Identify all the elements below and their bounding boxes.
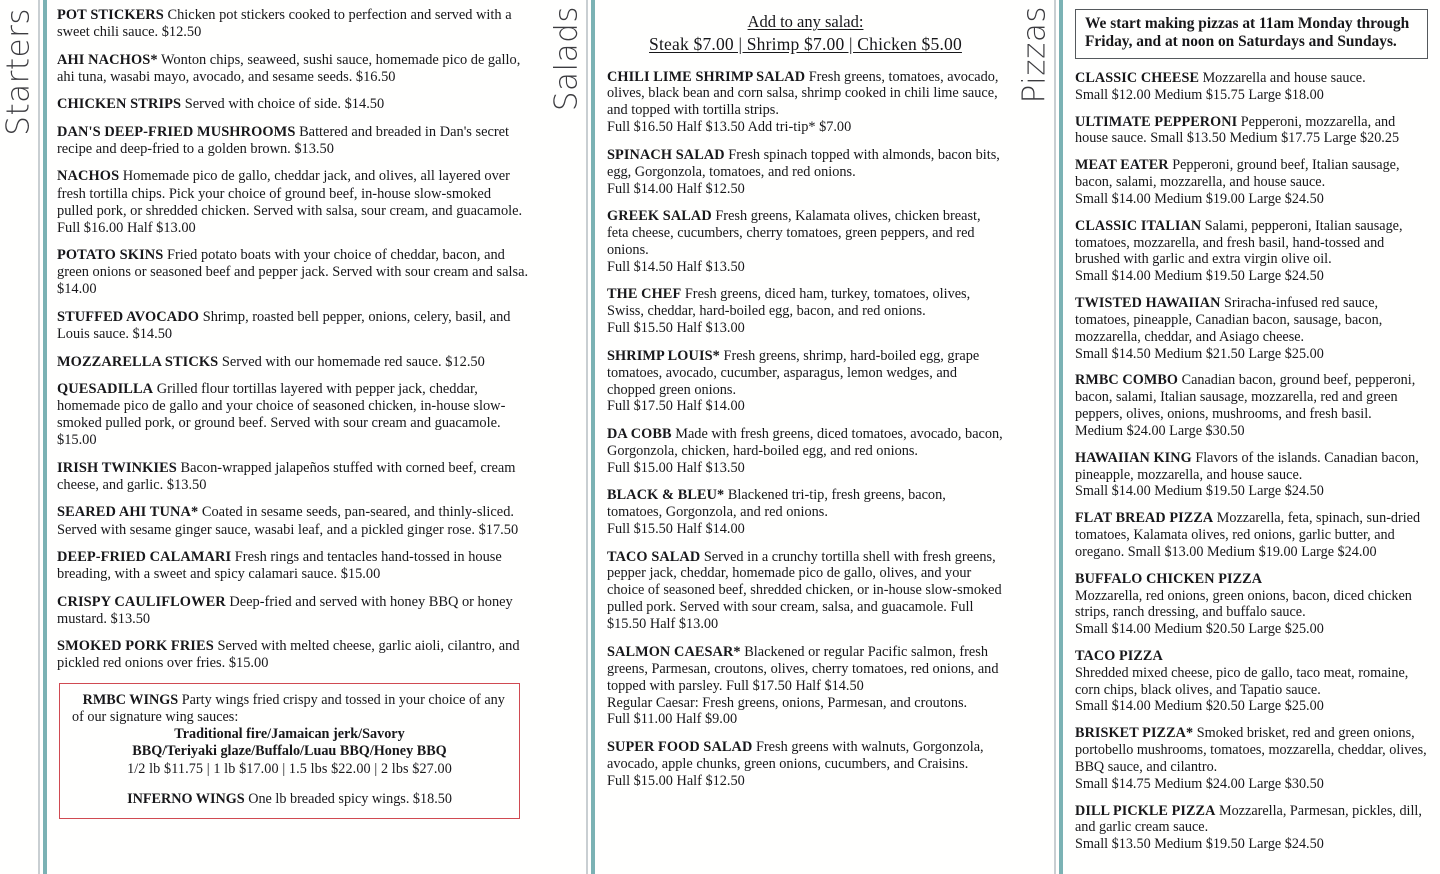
menu-item-description: Served with our homemade red sauce. $12.50: [221, 353, 485, 370]
menu-item: [57, 354, 530, 371]
menu-item-name: CLASSIC CHEESE: [1075, 69, 1200, 86]
menu-item-description: Fresh greens, tomatoes, avocado, olives, black bean and corn salsa, shrimp cooked in chili lime sauce, and topped with tortilla strips.: [607, 68, 999, 119]
menu-item-name: IRISH TWINKIES: [57, 459, 177, 476]
wings-weight-prices: 1/2 lb $11.75 | 1 lb $17.00 | 1.5 lbs $22.00 | 2 lbs $27.00: [127, 761, 452, 778]
menu-item-price: Small $14.00 Medium $20.50 Large $25.00: [1075, 621, 1324, 638]
menu-item-description: Served in a crunchy tortilla shell with fresh greens, pepper jack, cheddar, homemade pico de gallo, olives, and your choice of seasoned beef, shredded chicken, or in-house slow-smoked pulled pork. Served with sour cream, salsa, and guacamole. Full $15.50 Half $13.00: [607, 548, 1002, 633]
wings-lead-line: [72, 692, 507, 726]
column-divider-pizzas: [1054, 0, 1063, 874]
menu-item-description: Shredded mixed cheese, pico de gallo, taco meat, romaine, corn chips, black olives, and Tapatio sauce.: [1075, 664, 1409, 698]
menu-item: [1075, 114, 1430, 148]
column-divider-starters: [38, 0, 47, 874]
menu-item-price: Small $14.00 Medium $19.00 Large $24.50: [1075, 190, 1324, 207]
menu-item-name: CRISPY CAULIFLOWER: [57, 593, 226, 610]
menu-item-description: Canadian bacon, ground beef, pepperoni, bacon, salami, Italian sausage, mozzarella, red and green peppers, olives, onions, mushrooms, and fresh basil.: [1075, 372, 1416, 423]
salad-addons-header: [607, 11, 1004, 56]
column-divider-salads: [586, 0, 595, 874]
menu-item-price: Full $17.50 Half $14.00: [607, 398, 745, 415]
menu-item: [607, 69, 1004, 137]
menu-item-description: Blackened tri-tip, fresh greens, bacon, tomatoes, Gorgonzola, and red onions.: [607, 487, 946, 521]
menu-item-description: Mozzarella and house sauce.: [1202, 69, 1366, 86]
menu-item-description: Mozzarella, feta, spinach, sun-dried tomatoes, Kalamata olives, red onions, garlic butter, and oregano. Small $13.00 Medium $19.00 Large $24.00: [1075, 510, 1421, 560]
menu-item: [607, 644, 1004, 729]
menu-item-name: CLASSIC ITALIAN: [1075, 217, 1202, 234]
menu-item-name: MEAT EATER: [1075, 157, 1169, 174]
menu-item-price: Small $14.00 Medium $19.50 Large $24.50: [1075, 483, 1324, 500]
menu-item-description: Blackened or regular Pacific salmon, fresh greens, Parmesan, croutons, olives, cherry tomatoes, red onions, and topped with parsley. Full $17.50 Half $14.50: [607, 643, 999, 694]
menu-item-name: TACO SALAD: [607, 548, 701, 565]
menu-item-name: DEEP-FRIED CALAMARI: [57, 549, 232, 566]
section-tab-label-pizzas: Pizzas: [1016, 6, 1053, 104]
menu-item-description: Pepperoni, ground beef, Italian sausage, bacon, salami, mozzarella, and house sauce.: [1075, 157, 1400, 191]
menu-item-description: Fresh greens, Kalamata olives, chicken breast, feta cheese, cucumbers, cherry tomatoes, green peppers, and red onions.: [607, 208, 981, 258]
menu-item-description: Shrimp, roasted bell pepper, onions, celery, basil, and Louis sauce. $14.50: [57, 308, 511, 342]
menu-item-description: Fresh greens with walnuts, Gorgonzola, avocado, apple chunks, green onions, cucumbers, and Craisins.: [607, 738, 984, 772]
menu-item-name: CHICKEN STRIPS: [57, 96, 182, 113]
menu-item: [57, 638, 530, 672]
menu-item: [607, 549, 1004, 634]
menu-item-description: Made with fresh greens, diced tomatoes, avocado, bacon, Gorgonzola, chicken, hard-boiled egg, and red onions.: [607, 425, 1003, 459]
menu-item-name: BRISKET PIZZA*: [1075, 725, 1194, 742]
starters-items-list: [47, 0, 548, 874]
section-tab-salads: [548, 0, 586, 874]
section-tab-label-starters: Starters: [0, 8, 37, 136]
menu-item-price: Small $14.00 Medium $19.50 Large $24.50: [1075, 268, 1324, 285]
menu-item-name: HAWAIIAN KING: [1075, 449, 1192, 466]
menu-item-description: Salami, pepperoni, Italian sausage, tomatoes, mozzarella, and fresh basil, hand-tossed and brushed with garlic and extra virgin olive oil.: [1075, 217, 1403, 268]
menu-item-price: Small $14.00 Medium $20.50 Large $25.00: [1075, 698, 1324, 715]
menu-item-description: Flavors of the islands. Canadian bacon, pineapple, mozzarella, and house sauce.: [1075, 449, 1419, 483]
section-pizzas: [1016, 0, 1440, 874]
wings-sauces-line-2: BBQ/Teriyaki glaze/Buffalo/Luau BBQ/Honey BBQ: [132, 743, 447, 760]
menu-item-name: GREEK SALAD: [607, 208, 712, 225]
menu-item-price: Small $12.00 Medium $15.75 Large $18.00: [1075, 86, 1324, 103]
menu-item-description: Fresh greens, shrimp, hard-boiled egg, grape tomatoes, avocado, cucumber, asparagus, lemon wedges, and chopped green onions.: [607, 347, 980, 398]
menu-item-description: Smoked brisket, red and green onions, portobello mushrooms, tomatoes, mozzarella, cheddar, olives, BBQ sauce, and cilantro.: [1075, 725, 1427, 775]
menu-item: [1075, 157, 1430, 207]
menu-item-price: Regular Caesar: Fresh greens, onions, Parmesan, and croutons.: [607, 694, 968, 711]
menu-item-price: Full $14.00 Half $12.50: [607, 180, 745, 197]
menu-item-name: MOZZARELLA STICKS: [57, 353, 219, 370]
menu-item: [607, 487, 1004, 538]
menu-item: [57, 549, 530, 583]
section-salads: [548, 0, 1016, 874]
menu-item-price: Full $15.00 Half $13.50: [607, 459, 745, 476]
menu-item-description: Served with melted cheese, garlic aioli, cilantro, and pickled red onions over fries. $15.00: [57, 638, 520, 672]
menu-item-price: Full $11.00 Half $9.00: [607, 711, 738, 728]
section-tab-starters: [0, 0, 38, 874]
menu-item-description: Chicken pot stickers cooked to perfection and served with a sweet chili sauce. $12.50: [57, 7, 512, 41]
menu-item-price: Small $14.50 Medium $21.50 Large $25.00: [1075, 345, 1324, 362]
menu-item: [1075, 725, 1430, 792]
menu-item-description: Fresh rings and tentacles hand-tossed in house breading, with a sweet and spicy calamari sauce. $15.00: [57, 549, 502, 583]
menu-item: [607, 426, 1004, 477]
menu-item-name: TACO PIZZA: [1075, 647, 1163, 664]
rmbc-wings-box: [59, 683, 520, 819]
menu-item: [607, 739, 1004, 790]
section-starters: [0, 0, 548, 874]
wings-sauces-line-1: Traditional fire/Jamaican jerk/Savory: [174, 726, 405, 742]
menu-item-name: SHRIMP LOUIS*: [607, 347, 720, 364]
menu-item: [57, 124, 530, 158]
menu-item-price: Full $15.00 Half $12.50: [607, 772, 745, 789]
inferno-wings-desc: One lb breaded spicy wings. $18.50: [248, 791, 452, 808]
menu-item-description: Wonton chips, seaweed, sushi sauce, homemade pico de gallo, ahi tuna, wasabi mayo, avocado, and sesame seeds. $16.50: [57, 51, 521, 85]
menu-item: [607, 286, 1004, 337]
menu-item: [1075, 510, 1430, 560]
menu-item: [57, 168, 530, 236]
menu-item-name: DILL PICKLE PIZZA: [1075, 802, 1216, 819]
menu-item-name: DA COBB: [607, 425, 672, 442]
menu-item: [57, 52, 530, 86]
menu-item-description: Fresh spinach topped with almonds, bacon bits, egg, Gorgonzola, tomatoes, and red onions.: [607, 146, 1000, 180]
menu-item-description: Served with choice of side. $14.50: [184, 96, 385, 113]
salad-addons-prices: Steak $7.00 | Shrimp $7.00 | Chicken $5.00: [649, 34, 962, 55]
menu-item-description: Homemade pico de gallo, cheddar jack, and olives, all layered over fresh tortilla chips. Pick your choice of ground beef, in-house slow-smoked pulled pork, or shredded chicken. Served with salsa, sour cream, and guacamole. Full $16.00 Half $13.00: [57, 168, 523, 236]
menu-item-name: SPINACH SALAD: [607, 146, 725, 163]
menu-item-name: BLACK & BLEU*: [607, 487, 725, 504]
menu-item: [1075, 571, 1430, 638]
menu-item-price: Full $15.50 Half $13.00: [607, 320, 745, 337]
menu-item-description: Deep-fried and served with honey BBQ or honey mustard. $13.50: [57, 593, 513, 627]
menu-item: [1075, 218, 1430, 285]
wings-lead-text: Party wings fried crispy and tossed in your choice of any of our signature wing sauces:: [72, 691, 505, 725]
menu-item-price: Medium $24.00 Large $30.50: [1075, 422, 1245, 439]
menu-item-name: NACHOS: [57, 168, 120, 185]
menu-item: [1075, 372, 1430, 439]
menu-item-description: Coated in sesame seeds, pan-seared, and thinly-sliced. Served with sesame ginger sauce, wasabi leaf, and a pickled ginger rose. $17.50: [57, 504, 519, 538]
menu-item-description: Grilled flour tortillas layered with pepper jack, cheddar, homemade pico de gallo and your choice of seasoned chicken, in-house slow-smoked pulled pork, or ground beef. Served with sour cream and guacamole. $15.00: [57, 381, 506, 449]
menu-item: [1075, 803, 1430, 853]
menu-item-description: Bacon-wrapped jalapeños stuffed with corned beef, cream cheese, and garlic. $13.50: [57, 459, 516, 493]
menu-item-name: SUPER FOOD SALAD: [607, 738, 753, 755]
menu-item-name: RMBC COMBO: [1075, 372, 1179, 389]
menu-item: [1075, 648, 1430, 715]
menu-item: [1075, 70, 1430, 104]
menu-item-price: Small $14.75 Medium $24.00 Large $30.50: [1075, 775, 1324, 792]
menu-item-price: Full $15.50 Half $14.00: [607, 521, 745, 538]
menu-item-description: Sriracha-infused red sauce, tomatoes, pineapple, Canadian bacon, sausage, bacon, mozzarella, cheddar, and Asiago cheese.: [1075, 295, 1383, 345]
menu-item-name: SMOKED PORK FRIES: [57, 638, 214, 655]
menu-item-name: SALMON CAESAR*: [607, 643, 741, 660]
salad-addons-title: Add to any salad:: [747, 12, 864, 31]
menu-item: [57, 594, 530, 628]
menu-item: [607, 348, 1004, 416]
menu-item: [57, 247, 530, 298]
menu-item-name: THE CHEF: [607, 286, 682, 303]
menu-item-price: Full $14.50 Half $13.50: [607, 258, 745, 275]
menu-item-name: AHI NACHOS*: [57, 51, 158, 68]
menu-item: [57, 460, 530, 494]
menu-item-description: Mozzarella, Parmesan, pickles, dill, and garlic cream sauce.: [1075, 802, 1422, 836]
menu-item: [57, 381, 530, 449]
menu-item-description: Fresh greens, diced ham, turkey, tomatoes, olives, Swiss, cheddar, hard-boiled egg, bacon, and red onions.: [607, 286, 971, 320]
menu-item: [607, 208, 1004, 276]
menu-item-name: STUFFED AVOCADO: [57, 308, 200, 325]
menu-item: [57, 96, 530, 113]
inferno-wings-line: [72, 791, 507, 808]
salads-items-list: [595, 0, 1016, 874]
menu-item-description: Battered and breaded in Dan's secret recipe and deep-fried to a golden brown. $13.50: [57, 123, 510, 157]
menu-item-description: Pepperoni, mozzarella, and house sauce. Small $13.50 Medium $17.75 Large $20.25: [1075, 113, 1400, 147]
menu-item-price: Small $13.50 Medium $19.50 Large $24.50: [1075, 836, 1324, 853]
menu-item-name: CHILI LIME SHRIMP SALAD: [607, 68, 806, 85]
menu-item-name: SEARED AHI TUNA*: [57, 504, 199, 521]
menu-item: [1075, 295, 1430, 362]
menu-item-name: QUESADILLA: [57, 381, 154, 398]
menu-item: [57, 7, 530, 41]
pizzas-items-list: [1063, 0, 1440, 874]
section-tab-pizzas: [1016, 0, 1054, 874]
menu-item-name: ULTIMATE PEPPERONI: [1075, 113, 1238, 130]
menu-item-name: FLAT BREAD PIZZA: [1075, 510, 1214, 527]
menu-item-description: Mozzarella, red onions, green onions, bacon, diced chicken strips, ranch dressing, and buffalo sauce.: [1075, 587, 1412, 621]
inferno-wings-name: INFERNO WINGS: [127, 791, 245, 808]
pizza-hours-notice: We start making pizzas at 11am Monday through Friday, and at noon on Saturdays and Sundays.: [1075, 9, 1428, 59]
menu-item-name: TWISTED HAWAIIAN: [1075, 295, 1221, 312]
menu-item-name: BUFFALO CHICKEN PIZZA: [1075, 570, 1263, 587]
menu-item-name: DAN'S DEEP-FRIED MUSHROOMS: [57, 123, 296, 140]
menu-item-price: Full $16.50 Half $13.50 Add tri-tip* $7.00: [607, 119, 852, 136]
menu-item: [1075, 450, 1430, 500]
menu-item-name: POTATO SKINS: [57, 247, 164, 264]
menu-item: [57, 504, 530, 538]
menu-item: [57, 309, 530, 343]
menu-item: [607, 147, 1004, 198]
menu-item-description: Fried potato boats with your choice of cheddar, bacon, and green onions or seasoned beef and pepper jack. Served with sour cream and salsa. $14.00: [57, 247, 529, 298]
section-tab-label-salads: Salads: [548, 6, 585, 112]
wings-item-name: RMBC WINGS: [82, 691, 179, 708]
menu-item-name: POT STICKERS: [57, 7, 164, 23]
